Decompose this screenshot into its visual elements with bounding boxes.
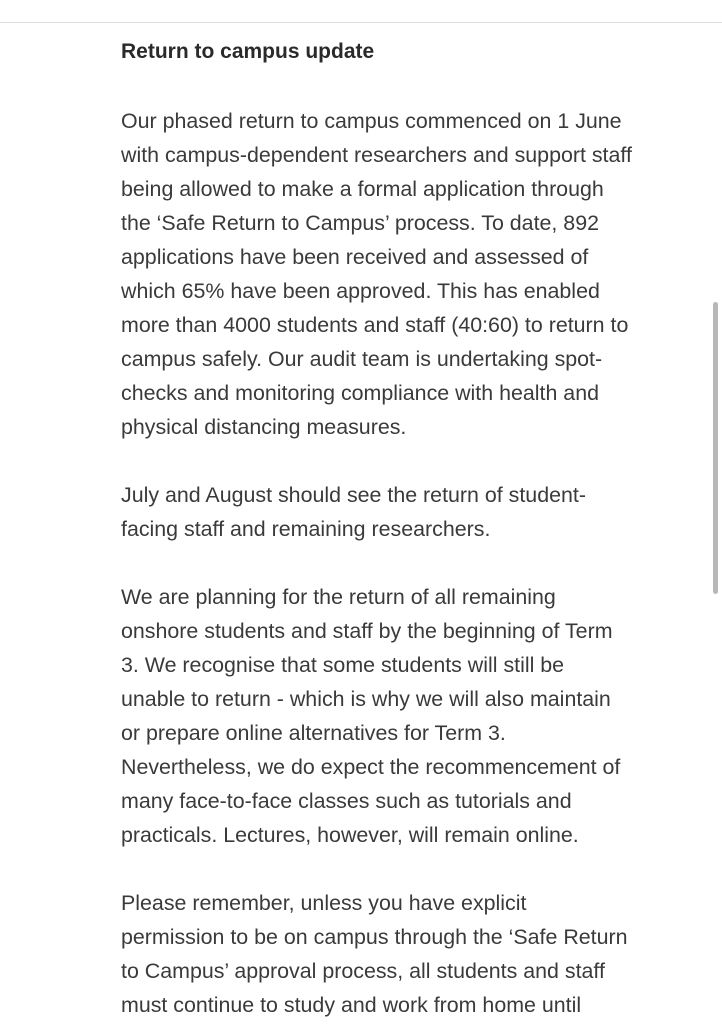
scrollbar-thumb[interactable] — [713, 302, 718, 594]
paragraph-july-august: July and August should see the return of student- facing staff and remaining researchers. — [121, 483, 586, 541]
scrollbar[interactable] — [710, 22, 722, 1024]
article-heading: Return to campus update — [121, 40, 375, 63]
paragraph-campus-return: Our phased return to campus commenced on 1 June with campus-dependent researchers and support staff being allowed to make a formal application through the ‘Safe Return to Campus’ process. To date, 892 applications have been received and assessed of which 65% have been approved. This has enabled more than 4000 students and staff (40:60) to return to campus safely. Our audit team is undertaking spot- checks and monitoring compliance with health and physical distancing measures. — [121, 109, 632, 439]
top-divider — [0, 0, 722, 23]
paragraph-term-3-plans: We are planning for the return of all remaining onshore students and staff by the beginning of Term 3. We recognise that some students will still be unable to return - which is why we will also maintain or prepare online alternatives for Term 3. Nevertheless, we do expect the recommencement of many face-to-face classes such as tutorials and practicals. Lectures, however, will remain online. — [121, 585, 621, 847]
article-body — [121, 36, 681, 1024]
paragraph-reminder: Please remember, unless you have explicit permission to be on campus through the ‘Safe Return to Campus’ approval process, all students and staff must continue to study and work from home until — [121, 891, 628, 1017]
